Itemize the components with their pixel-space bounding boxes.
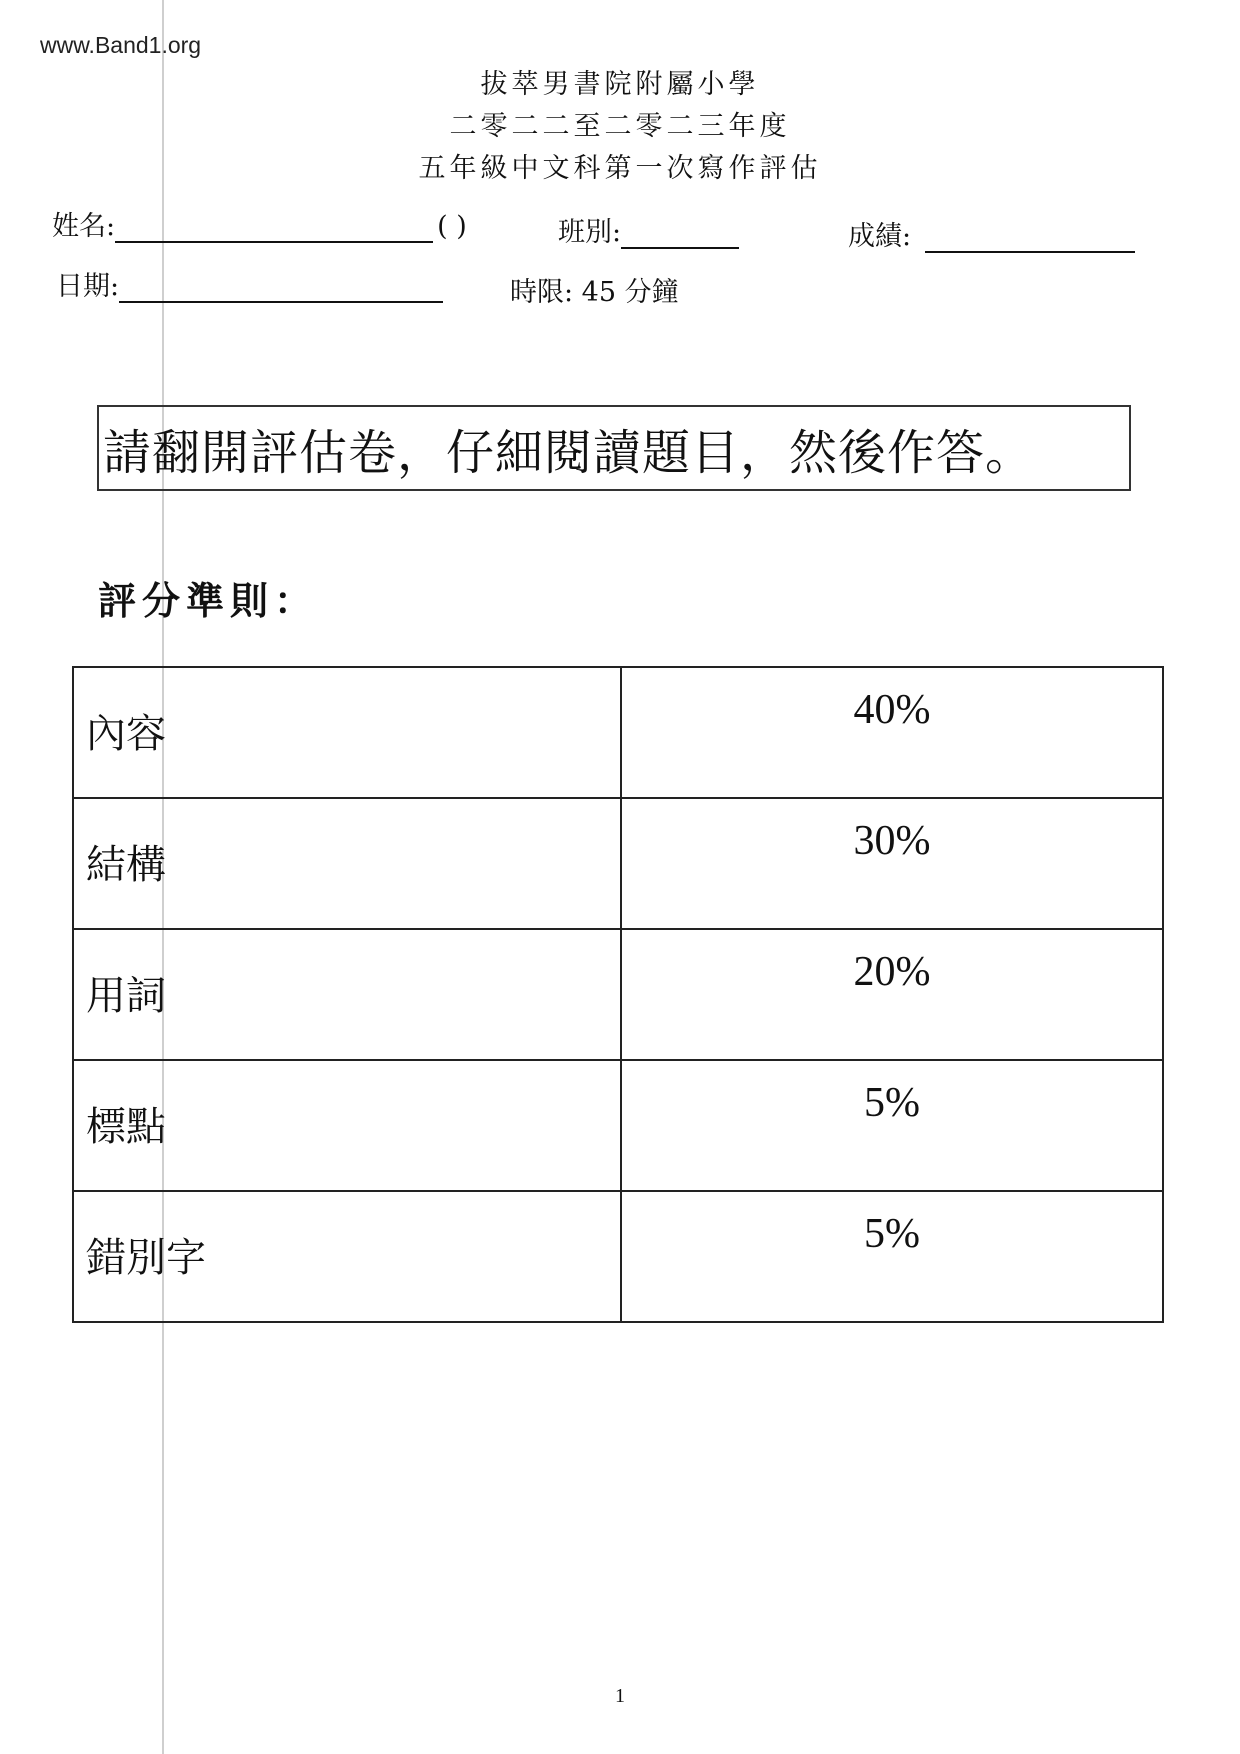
instruction-box [97, 405, 1131, 491]
grade-label: 成績: [848, 221, 912, 252]
page-number: 1 [615, 1685, 625, 1707]
class-field[interactable] [558, 210, 739, 249]
criteria-title: 評分準則： [98, 579, 319, 623]
table-row [73, 1191, 1163, 1322]
category-cell: 錯別字 [73, 1191, 621, 1322]
weight-cell: 30% [621, 798, 1163, 929]
category-cell: 標點 [73, 1060, 621, 1191]
class-number-field[interactable]: ( ) [437, 211, 467, 242]
weight-cell: 40% [621, 667, 1163, 798]
table-row [73, 798, 1163, 929]
category-cell: 用詞 [73, 929, 621, 1060]
watermark: www.Band1.org [40, 32, 202, 58]
category-cell: 結構 [73, 798, 621, 929]
school-name: 拔萃男書院附屬小學 [480, 69, 760, 100]
weight-cell: 5% [621, 1191, 1163, 1322]
time-limit: 時限: 45 分鐘 [510, 277, 679, 308]
name-label: 姓名: [52, 211, 116, 242]
date-label: 日期: [56, 271, 120, 302]
table-row [73, 929, 1163, 1060]
weight-cell: 20% [621, 929, 1163, 1060]
instruction-text: 請翻開評估卷，仔細閱讀題目，然後作答。 [103, 424, 1035, 481]
weight-cell: 5% [621, 1060, 1163, 1191]
grade-blank[interactable] [925, 251, 1135, 253]
table-row [73, 1060, 1163, 1191]
table-row [73, 667, 1163, 798]
academic-year: 二零二二至二零二三年度 [449, 111, 791, 142]
exam-title: 五年級中文科第一次寫作評估 [418, 153, 822, 184]
class-label: 班別: [558, 217, 622, 248]
rubric-table [72, 666, 1164, 1323]
name-blank[interactable] [115, 241, 433, 243]
date-field[interactable] [56, 264, 443, 303]
date-blank[interactable] [119, 301, 443, 303]
name-field[interactable] [52, 204, 467, 243]
category-cell: 內容 [73, 667, 621, 798]
class-blank[interactable] [621, 247, 739, 249]
grade-field[interactable] [848, 214, 1135, 253]
